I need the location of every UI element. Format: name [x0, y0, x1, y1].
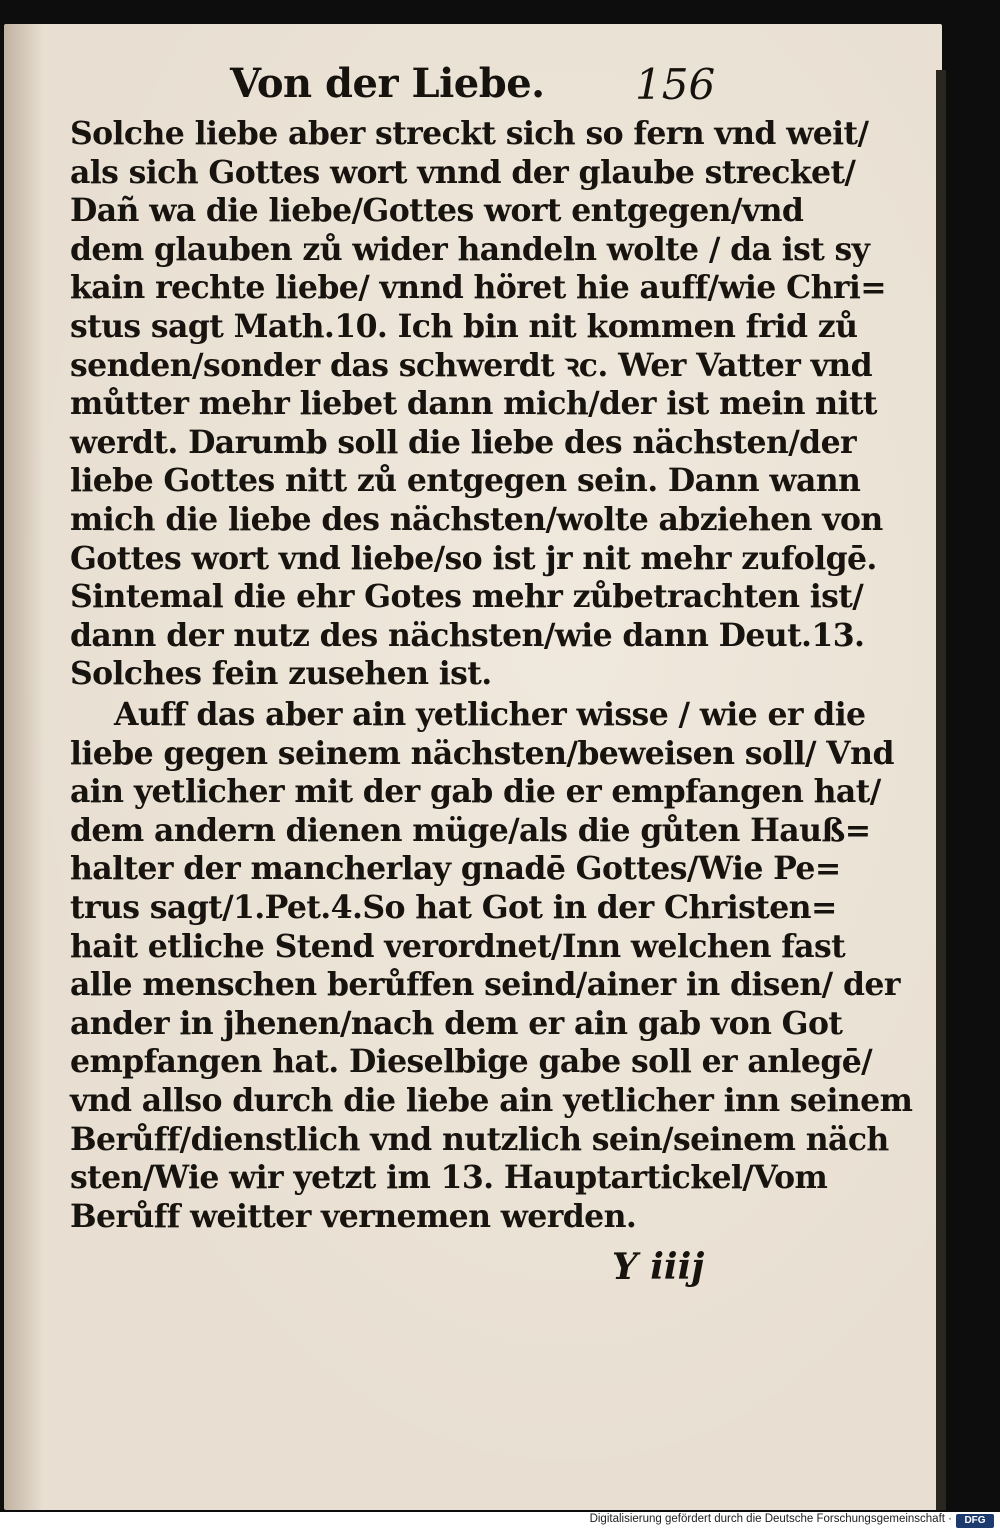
text-line: hait etliche Stend verordnet/Inn welchen fast: [70, 927, 846, 965]
dfg-logo: DFG: [956, 1514, 994, 1528]
text-line: senden/sonder das schwerdt ꝛc. Wer Vatter vnd: [70, 346, 873, 384]
text-line: sten/Wie wir yetzt im 13. Hauptartickel/Vom: [70, 1159, 828, 1197]
text-line: alle menschen berůffen seind/ainer in disen/ der: [70, 966, 900, 1004]
folio-number: 156: [635, 60, 716, 109]
text-line: mich die liebe des nächsten/wolte abziehen von: [70, 500, 883, 538]
text-line: halter der mancherlay gnadē Gottes/Wie Pe=: [70, 850, 841, 888]
text-line: liebe Gottes nitt zů entgegen sein. Dann wann: [70, 462, 861, 500]
text-line: ander in jhenen/nach dem er ain gab von Got: [70, 1004, 843, 1042]
text-line: als sich Gottes wort vnnd der glaube strecket/: [70, 153, 856, 191]
signature-mark: Y iiij: [612, 1246, 705, 1288]
text-line: trus sagt/1.Pet.4.So hat Got in der Christen=: [70, 888, 837, 926]
text-line: Berůff weitter vernemen werden.: [70, 1197, 637, 1235]
text-line: Sintemal die ehr Gotes mehr zůbetrachten ist/: [70, 578, 864, 616]
text-line: dem glauben zů wider handeln wolte / da ist sy: [70, 230, 870, 268]
text-line: stus sagt Math.10. Ich bin nit kommen frid zů: [70, 307, 858, 345]
text-line: liebe gegen seinem nächsten/beweisen soll/ Vnd: [70, 734, 894, 772]
text-line: Solches fein zusehen ist.: [70, 655, 492, 693]
text-line: vnd allso durch die liebe ain yetlicher inn seinem: [70, 1081, 913, 1119]
paragraph-2: [70, 696, 913, 1236]
text-line: Berůff/dienstlich vnd nutzlich sein/seinem näch: [70, 1120, 889, 1158]
paragraph-1: [70, 115, 887, 694]
text-line: dem andern dienen müge/als die gůten Hauß=: [70, 811, 871, 849]
text-line: ain yetlicher mit der gab die er empfangen hat/: [70, 773, 881, 811]
text-line: empfangen hat. Dieselbige gabe soll er anlegē/: [70, 1043, 873, 1081]
text-line: Dañ wa die liebe/Gottes wort entgegen/vnd: [70, 192, 804, 230]
page-header: [230, 52, 750, 124]
text-line: Auff das aber ain yetlicher wisse / wie er die: [114, 696, 866, 733]
text-line: dann der nutz des nächsten/wie dann Deut.13.: [70, 616, 865, 654]
running-title: Von der Liebe.: [230, 60, 545, 107]
page-edge-shadow: [936, 70, 946, 1510]
text-line: Solche liebe aber streckt sich so fern vnd weit/: [70, 115, 869, 152]
text-line: kain rechte liebe/ vnnd höret hie auff/wie Chri=: [70, 269, 887, 307]
text-line: Gottes wort vnd liebe/so ist jr nit mehr zufolgē.: [70, 539, 877, 577]
text-line: werdt. Darumb soll die liebe des nächsten/der: [70, 423, 857, 461]
funding-credit: Digitalisierung gefördert durch die Deutsche Forschungsgemeinschaft ·: [589, 1513, 952, 1525]
text-line: můtter mehr liebet dann mich/der ist mein nitt: [70, 385, 877, 423]
